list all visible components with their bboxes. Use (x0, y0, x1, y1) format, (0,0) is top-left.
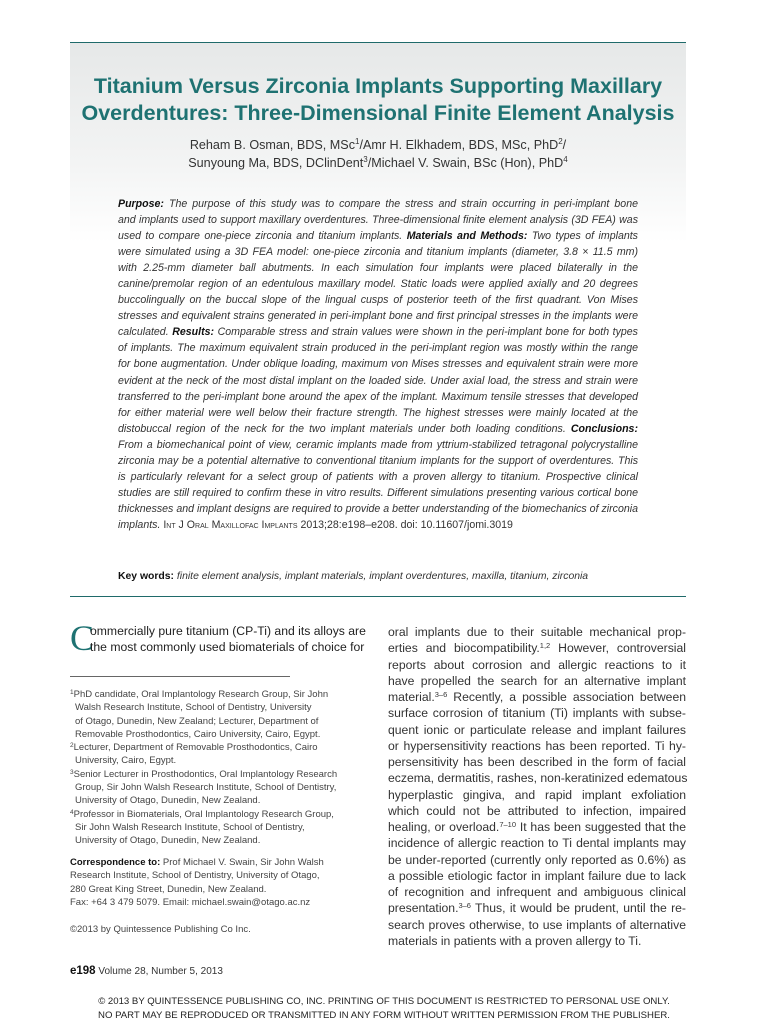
abstract-line: for bone augmentation. Under oblique loading, maximum von Mises stresses and equivalent strain were more (118, 358, 638, 371)
footnote-2 (70, 741, 370, 768)
footnote-mark: 3 (70, 768, 74, 776)
abstract-line: The purpose of this study was to compare the stress and strain occurring in peri-implant bone (168, 198, 638, 210)
copyright-line: ©2013 by Quintessence Publishing Co Inc. (70, 924, 251, 935)
body-line: which could not be attributed to infection, impaired (388, 803, 686, 818)
methods-label: Materials and Methods: (406, 230, 528, 243)
intro-line-2: the most commonly used biomaterials of choice for (90, 640, 365, 654)
citation-details: 2013;28:e198–e208. doi: 10.11607/jomi.3019 (297, 518, 513, 531)
body-line: quent ionic or particulate release and implant failures (388, 722, 686, 737)
footnote-mark: 4 (70, 808, 74, 816)
title-line-2: Overdentures: Three-Dimensional Finite Element Analysis (81, 101, 675, 125)
footnote-line: Group, Sir John Walsh Research Institute, School of Dentistry, (75, 782, 337, 794)
footnote-line: Walsh Research Institute, School of Dentistry, University (75, 702, 312, 714)
body-line: eczema, dermatitis, rashes, non-keratinized edematous (388, 771, 688, 786)
keywords (118, 570, 658, 584)
abstract-line: is particularly relevant for a select group of patients with a proven allergy to titanium. Prospective clinical (118, 470, 638, 483)
footnote-line: Professor in Biomaterials, Oral Implantology Research Group, (73, 808, 334, 820)
body-text: presentation. (388, 901, 459, 916)
body-line: a possible etiologic factor in implant failure due to lack (388, 868, 686, 883)
abstract-line: thicknesses and implant designs are required to provide a better understanding of the biomechanics of zirconia (118, 502, 638, 515)
affiliation-footnotes (70, 688, 370, 848)
abstract-line: used to compare one-piece zirconia and titanium implants. (118, 230, 403, 243)
citation-ref: 3–6 (458, 901, 471, 911)
author-2-affiliation-mark: 2 (558, 137, 563, 146)
results-label: Results: (172, 326, 215, 339)
footnote-4 (70, 808, 370, 848)
section-rule (70, 596, 686, 597)
body-text: It has been suggested that the (516, 820, 686, 834)
page-footer (70, 965, 223, 977)
correspondence-line: Fax: +64 3 479 5079. Email: michael.swain@otago.ac.nz (70, 896, 311, 908)
abstract-line: of implants. The maximum equivalent strain produced in the peri-implant region was mostly within the range (118, 342, 638, 355)
body-line: surface corrosion of titanium (Ti) implants with subse- (388, 706, 686, 721)
author-1: Reham B. Osman, BDS, MSc (189, 138, 355, 152)
notice-line-2: NO PART MAY BE REPRODUCED OR TRANSMITTED IN ANY FORM WITHOUT WRITTEN PERMISSION FROM THE PUBLISHER. (98, 1009, 670, 1021)
body-line: of recognition and infrequent and ambiguous clinical (388, 885, 686, 899)
abstract-line: Comparable stress and strain values were shown in the peri-implant bone for both types (217, 326, 638, 339)
abstract-line: From a biomechanical point of view, ceramic implants made from yttrium-stabilized tetragonal polycrystalline (118, 438, 638, 451)
body-line: persensitivity has been described in the form of facial (388, 755, 686, 769)
body-line: have propelled the search for an alternative implant (388, 673, 686, 688)
body-text: material. (388, 690, 435, 704)
abstract-line: were simulated using a 3D FEA model: one-piece zirconia and titanium implants (diameter, 3.8 × 11.5 mm) (118, 246, 638, 259)
body-line: incidence of allergic reaction to Ti dental implants may (388, 836, 686, 851)
abstract (118, 196, 638, 533)
footnote-line: University of Otago, Dunedin, New Zealand. (75, 795, 261, 807)
abstract-line: buccolingually on the buccal slope of the lingual cusps of posterior teeth of the first quadrant. Von Mises (118, 294, 638, 307)
body-text-right-column (388, 624, 686, 949)
footnote-line: Lecturer, Department of Removable Prosthodontics, Cairo (73, 742, 318, 754)
footnote-line: PhD candidate, Oral Implantology Research Group, Sir John (73, 689, 329, 700)
body-text: However, controversial (550, 641, 686, 656)
body-text: healing, or overload. (388, 820, 500, 834)
author-1-affiliation-mark: 1 (355, 137, 360, 146)
drop-cap: C (70, 618, 95, 658)
body-line: reports about corrosion and allergic reactions to it (388, 657, 686, 672)
footnote-line: University, Cairo, Egypt. (75, 755, 177, 767)
correspondence-line: Prof Michael V. Swain, Sir John Walsh (160, 857, 324, 868)
footnote-mark: 2 (70, 742, 74, 750)
correspondence-label: Correspondence to: (70, 857, 161, 868)
body-line: hyperplastic gingiva, and rapid implant exfoliation (388, 787, 686, 802)
abstract-line: distobuccal region of the neck for the two implant materials under both loading conditions. (118, 422, 566, 435)
author-4-affiliation-mark: 4 (563, 155, 568, 164)
correspondence (70, 856, 380, 909)
footnote-rule (70, 676, 290, 677)
body-text: Thus, it would be prudent, until the re- (470, 901, 686, 916)
abstract-line: studies are still required to confirm these in vitro results. Different simulations presenting various cortical bone (118, 486, 638, 499)
author-list (70, 136, 686, 172)
footnote-3 (70, 768, 370, 808)
citation-ref: 1,2 (539, 641, 551, 651)
body-line: search proves otherwise, to use implants of alternative (388, 917, 686, 932)
correspondence-line: Research Institute, School of Dentistry, University of Otago, (70, 870, 320, 882)
keywords-text: finite element analysis, implant materials, implant overdentures, maxilla, titanium, zirconia (174, 571, 589, 582)
citation-ref: 7–10 (499, 820, 516, 829)
footnote-mark: 1 (70, 689, 74, 696)
top-rule (70, 42, 686, 43)
issue-info: Volume 28, Number 5, 2013 (95, 966, 223, 977)
author-3-affiliation-mark: 3 (363, 155, 368, 164)
notice-line-1: © 2013 BY QUINTESSENCE PUBLISHING CO, INC. PRINTING OF THIS DOCUMENT IS RESTRICTED TO PERSONAL USE ONLY. (98, 996, 670, 1007)
body-line: materials in patients with a proven allergy to Ti. (388, 933, 642, 948)
body-text: erties and biocompatibility. (388, 641, 540, 656)
article-title (70, 73, 686, 127)
body-text: Recently, a possible association between (447, 690, 686, 704)
intro-line-1: ommercially pure titanium (CP-Ti) and its alloys are (90, 624, 366, 638)
footnote-line: University of Otago, Dunedin, New Zealand. (75, 835, 261, 847)
body-line: oral implants due to their suitable mechanical prop- (388, 625, 686, 639)
footnote-line: Removable Prosthodontics, Cairo University, Cairo, Egypt. (75, 728, 321, 740)
citation-ref: 3–6 (434, 690, 448, 699)
footnote-line: of Otago, Dunedin, New Zealand; Lecturer, Department of (75, 715, 319, 727)
body-line: or hypersensitivity reactions has been reported. Ti hy- (388, 738, 686, 753)
page-number: e198 (70, 965, 96, 977)
abstract-line: implants. (118, 518, 161, 531)
purpose-label: Purpose: (118, 198, 164, 210)
author-3: Sunyoung Ma, BDS, DClinDent (188, 156, 364, 170)
citation-journal: Int J Oral Maxillofac Implants (163, 518, 298, 531)
abstract-line: with 2.25-mm diameter ball abutments. In each simulation four implants were placed bilaterally in the (118, 262, 638, 275)
title-line-1: Titanium Versus Zirconia Implants Supporting Maxillary (93, 74, 663, 98)
author-4: /Michael V. Swain, BSc (Hon), PhD (367, 156, 564, 170)
keywords-label: Key words: (118, 571, 175, 582)
footnote-line: Senior Lecturer in Prosthodontics, Oral Implantology Research (73, 768, 338, 780)
correspondence-line: 280 Great King Street, Dunedin, New Zealand. (70, 883, 267, 895)
abstract-line: stresses and equivalent strains generated in peri-implant bone and first principal stresses in the implants were (118, 310, 638, 323)
abstract-line: and implants used to support maxillary overdentures. Three-dimensional finite element analysis (3D FEA) was (118, 214, 638, 227)
footnote-line: Sir John Walsh Research Institute, School of Dentistry, (75, 821, 305, 833)
author-2: /Amr H. Elkhadem, BDS, MSc, PhD (359, 138, 559, 152)
body-line: be under-reported (currently only reported as 0.6%) as (388, 852, 686, 867)
abstract-line: evident at the neck of the most distal implant on the loaded side. Under axial load, the stress and strain were (118, 374, 638, 387)
footnote-1 (70, 688, 370, 741)
abstract-line: Two types of implants (531, 230, 638, 243)
abstract-line: for either material were well below their fracture strength. The highest stresses were mainly located at the (118, 406, 638, 419)
abstract-line: calculated. (118, 326, 169, 339)
abstract-line: transferred to the peri-implant bone around the apex of the implant. Maximum tensile stresses that developed (118, 390, 638, 403)
copyright-notice (0, 995, 768, 1022)
abstract-line: zirconia may be a potential alternative to conventional titanium implants for the support of overdentures. This (118, 454, 638, 467)
abstract-line: canine/premolar region of an edentulous maxillary model. Static loads were applied axially and 20 degrees (118, 278, 638, 291)
author-separator: / (562, 138, 567, 152)
conclusions-label: Conclusions: (570, 422, 638, 435)
